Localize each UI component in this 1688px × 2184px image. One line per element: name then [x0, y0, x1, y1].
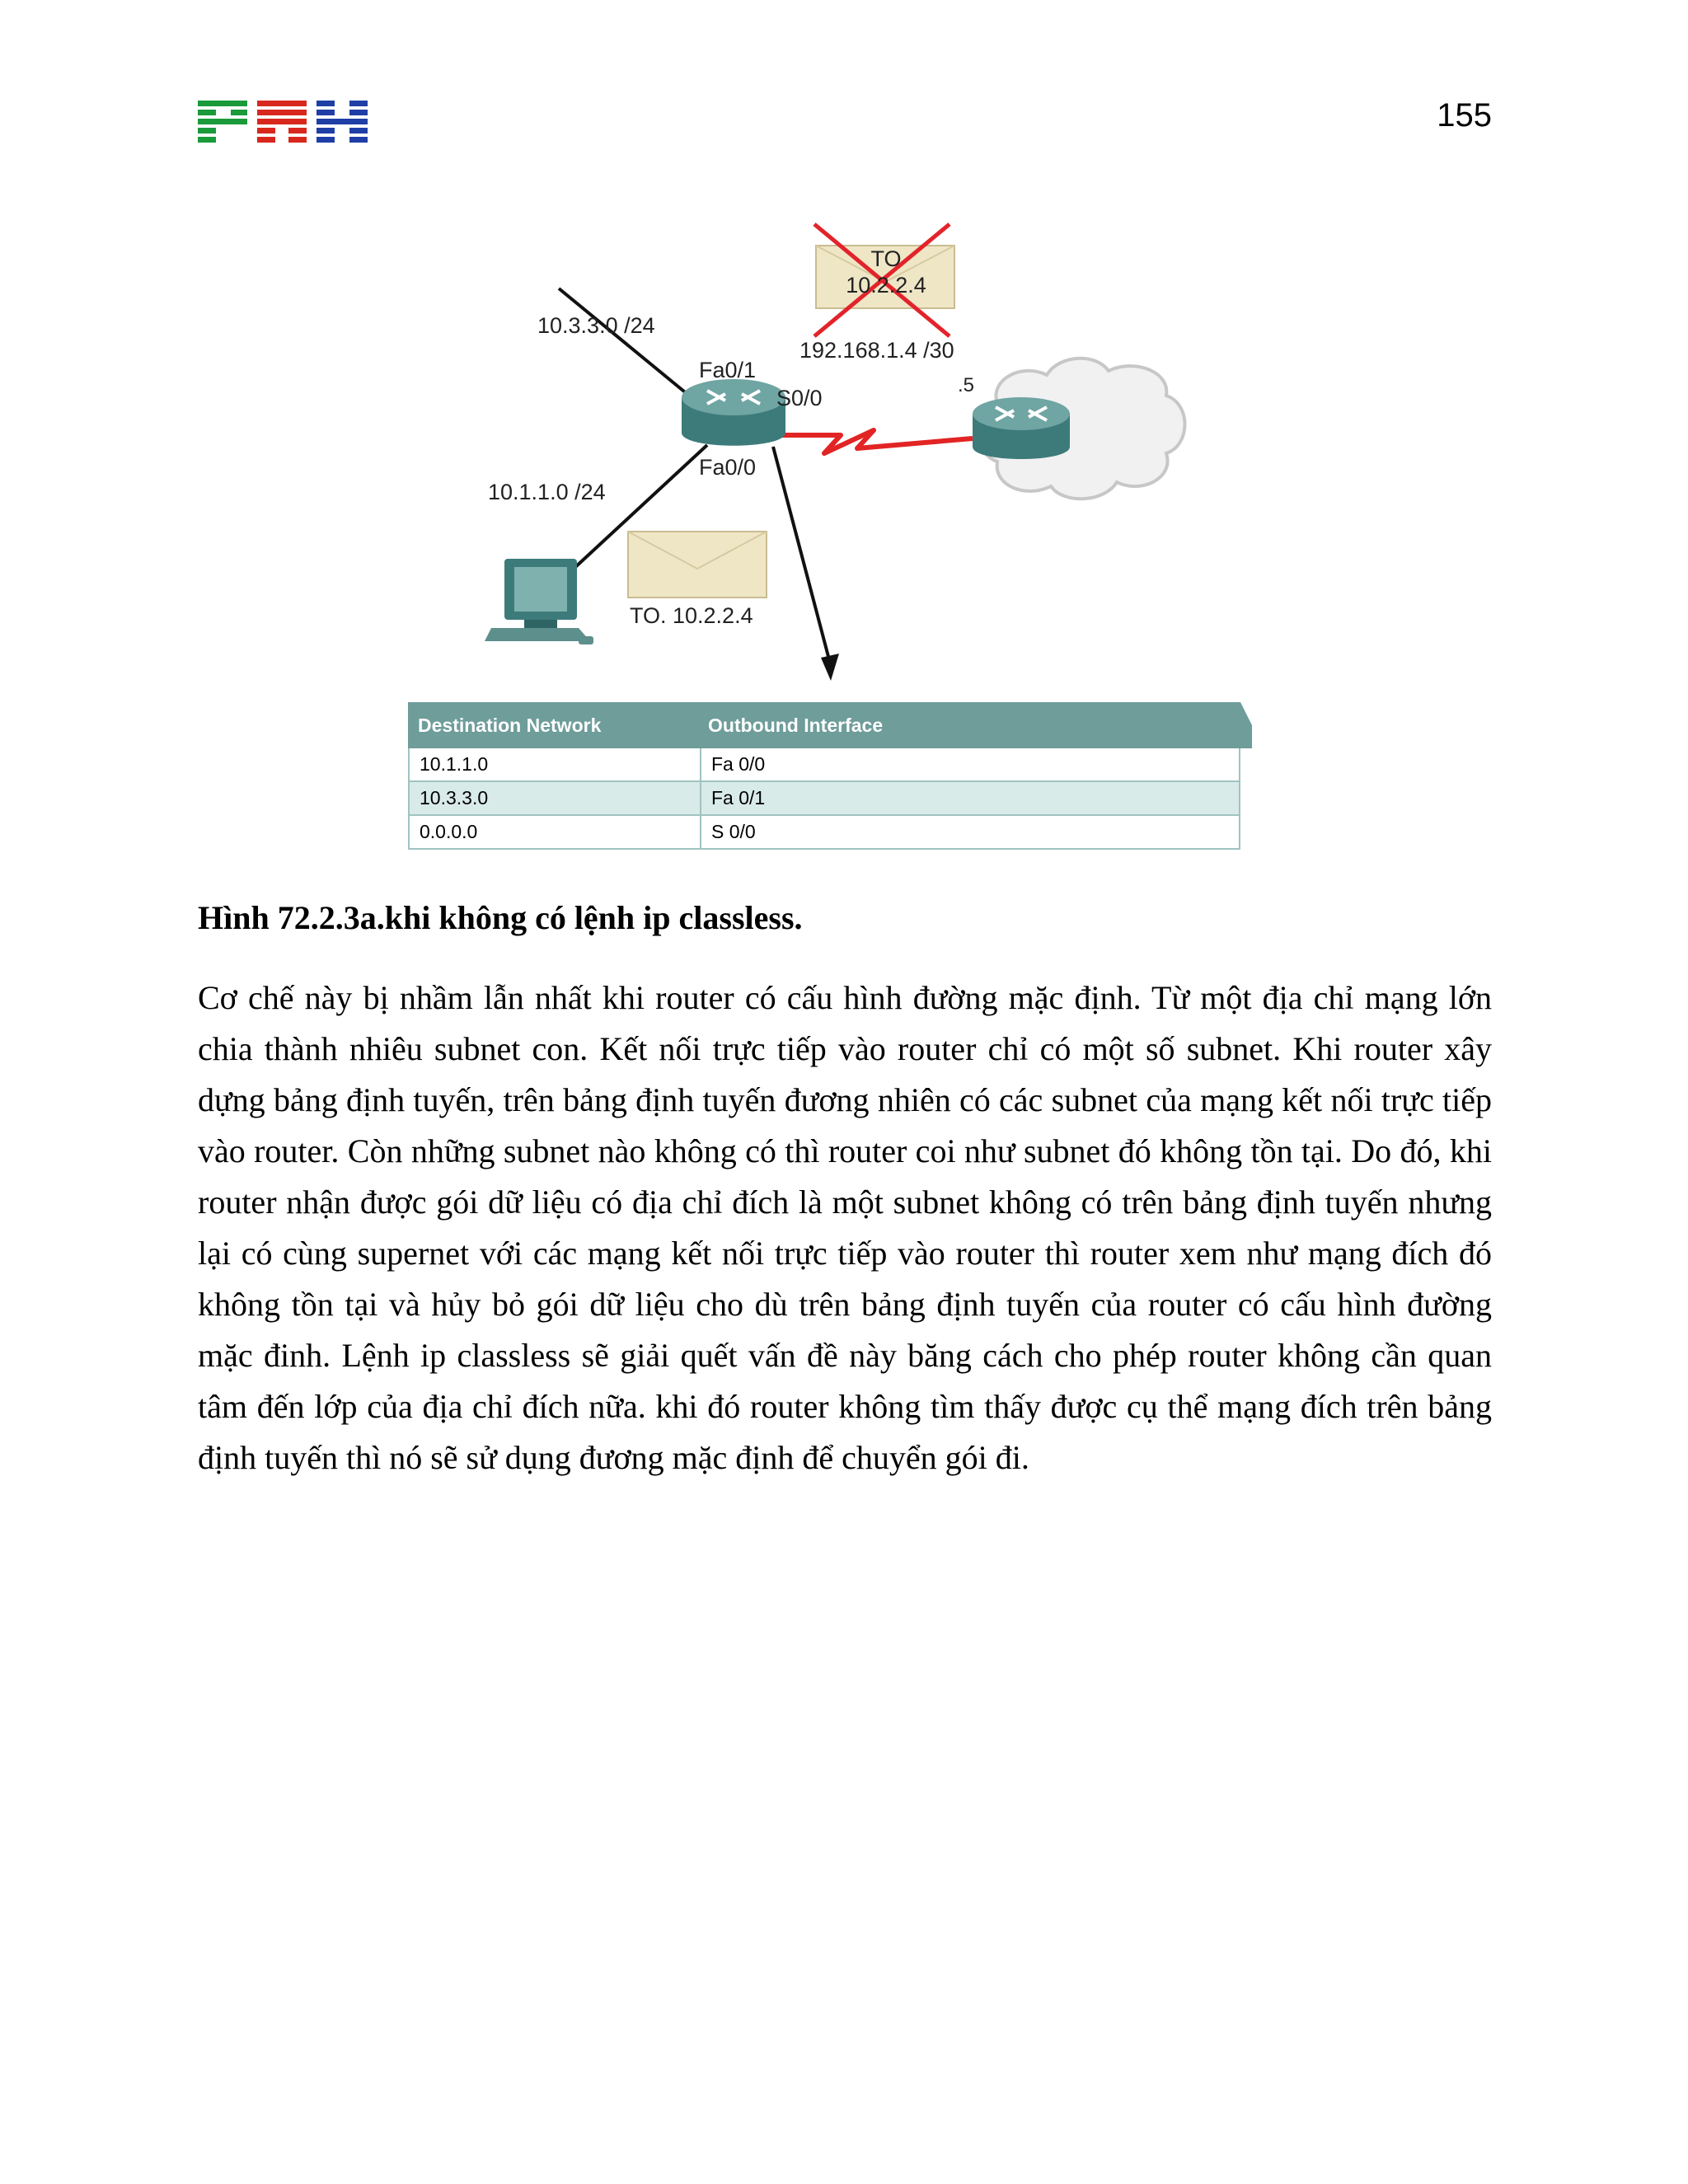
serial-link [775, 430, 973, 453]
cell-destination: 0.0.0.0 [420, 821, 478, 842]
cell-destination: 10.1.1.0 [420, 753, 489, 775]
cell-interface: Fa 0/1 [700, 782, 1239, 814]
cell-interface: Fa 0/0 [700, 748, 1239, 780]
label-iface-s00: S0/0 [776, 386, 823, 410]
label-dropped-packet: TO 10.2.2.4 [846, 246, 926, 298]
routing-table [408, 702, 1240, 850]
label-remote-host: .5 [958, 374, 975, 396]
body-paragraph: Cơ chế này bị nhầm lẫn nhất khi router có cấu hình đường mặc định. Từ một địa chỉ mạng lớn chia thành nhiêu subnet con. Kết nối trực tiếp vào router chỉ có một số subnet. Khi router xây dựng bảng định tuyến, trên bảng định tuyến đương nhiên có các subnet của mạng kết nối trực tiếp vào router. Còn những subnet nào không có thì router coi như subnet đó không tồn tại. Do đó, khi router nhận được gói dữ liệu có địa chỉ đích là một subnet không có trên bảng định tuyến nhưng lại có cùng supernet với các mạng kết nối trực tiếp vào router thì router xem như mạng đích đó không tồn tại và hủy bỏ gói dữ liệu cho dù trên bảng định tuyến của router có cấu hình đường mặc đinh. Lệnh ip classless sẽ giải quết vấn đề này băng cách cho phép router không cần quan tâm đến lớp của địa chỉ đích nữa. khi đó router không tìm thấy được cụ thể mạng đích trên bảng định tuyến thì nó sẽ sử dụng đương mặc định để chuyển gói đi. [198, 979, 1492, 1476]
label-iface-fa01: Fa0/1 [699, 358, 757, 382]
label-iface-fa00: Fa0/0 [699, 455, 757, 480]
cell-interface: S 0/0 [700, 816, 1239, 848]
label-pc-packet: TO. 10.2.2.4 [630, 603, 753, 628]
table-row [410, 816, 1239, 848]
header-destination-network: Destination Network [418, 714, 602, 736]
label-serial-net: 192.168.1.4 /30 [799, 338, 954, 363]
arrow-to-table [773, 447, 831, 666]
label-network-top: 10.3.3.0 /24 [537, 313, 655, 338]
network-diagram [363, 206, 1319, 857]
computer-icon [485, 559, 593, 644]
routing-table-header [408, 702, 1240, 748]
header-outbound-interface: Outbound Interface [708, 714, 884, 736]
figure-caption: Hình 72.2.3a.khi không có lệnh ip classless. [198, 899, 803, 936]
label-network-left: 10.1.1.0 /24 [488, 480, 606, 504]
table-row [410, 748, 1239, 782]
logo-letter-p [198, 101, 247, 143]
router-icon-remote [973, 397, 1070, 459]
table-row [410, 782, 1239, 816]
cell-destination: 10.3.3.0 [420, 787, 489, 808]
page-number: 155 [1437, 97, 1492, 134]
logo-letter-h [316, 101, 368, 143]
pc-packet-envelope [628, 532, 767, 598]
pnh-logo [198, 101, 368, 148]
logo-letter-n [257, 101, 307, 143]
router-icon-main [682, 379, 785, 446]
